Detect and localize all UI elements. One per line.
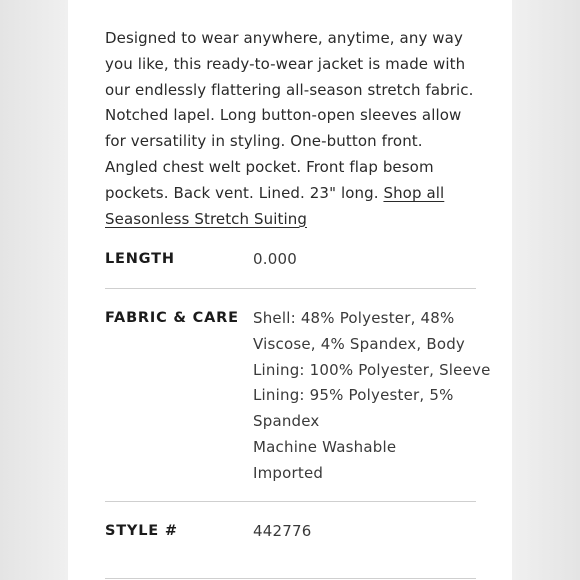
- description-text: Designed to wear anywhere, anytime, any way you like, this ready-to-wear jacket is made with our endlessly flattering all-season stretch fabric. Notched lapel. Long button-open sleeves allow for versatility in styling. One-button front. Angled chest welt pocket. Front flap besom pockets. Back vent. Lined. 23" long.: [105, 29, 474, 202]
- length-value-text: 0.000: [253, 250, 297, 268]
- fabric-care-line: Imported: [253, 463, 324, 482]
- fabric-care-line: Lining: 100% Polyester, Sleeve: [253, 360, 491, 379]
- product-details-panel: [68, 0, 512, 580]
- fabric-care-line: Viscose, 4% Spandex, Body: [253, 334, 465, 353]
- background-right: [512, 0, 580, 580]
- fabric-care-line: Spandex: [253, 412, 320, 431]
- divider: [105, 288, 476, 289]
- length-value: [253, 247, 477, 273]
- fabric-care-label: FABRIC & CARE: [105, 310, 239, 326]
- fabric-care-line: Machine Washable: [253, 437, 397, 456]
- length-label: LENGTH: [105, 251, 175, 267]
- product-details-content: [105, 26, 491, 540]
- style-label: STYLE #: [105, 523, 178, 539]
- product-description: [105, 26, 477, 232]
- background-left: [0, 0, 68, 580]
- fabric-care-value: [253, 306, 491, 487]
- style-value: [253, 519, 477, 545]
- fabric-care-line: Lining: 95% Polyester, 5%: [253, 386, 454, 405]
- fabric-care-line: Shell: 48% Polyester, 48%: [253, 309, 455, 327]
- divider: [105, 501, 476, 502]
- style-value-text: 442776: [253, 522, 312, 540]
- divider: [105, 578, 476, 579]
- shop-all-link[interactable]: Shop all Seasonless Stretch Suiting: [105, 183, 445, 228]
